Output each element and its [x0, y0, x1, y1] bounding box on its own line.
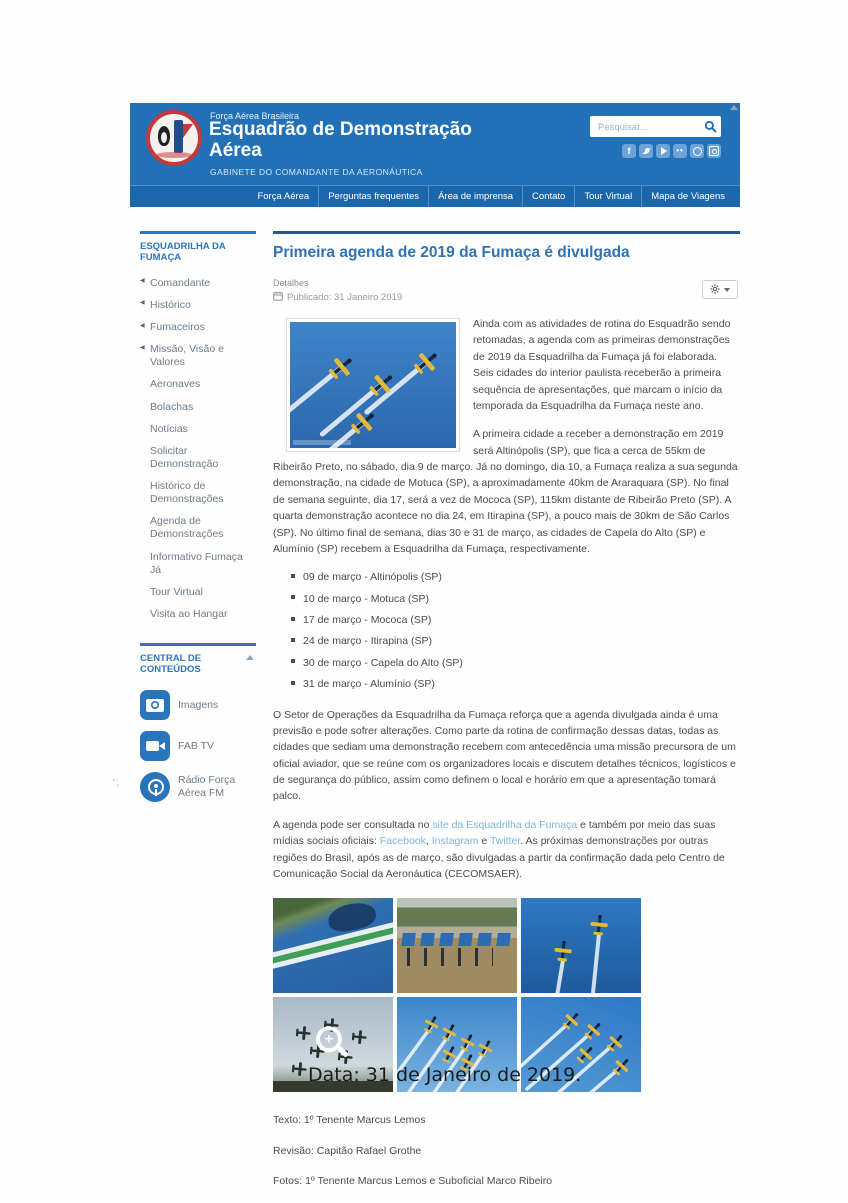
list-item: 17 de março - Mococa (SP) — [291, 612, 740, 628]
search-input[interactable] — [596, 117, 706, 138]
list-item: 09 de março - Altinópolis (SP) — [291, 569, 740, 585]
content-link-imagens[interactable]: Imagens — [140, 690, 256, 720]
nav-item-area-de-imprensa[interactable]: Área de imprensa — [428, 186, 522, 207]
triangle-marker-icon: ◀ — [140, 322, 145, 329]
article-credits — [273, 1112, 740, 1189]
sidebar-item-informativo-fumaca-ja[interactable]: Informativo Fumaça Já — [150, 550, 243, 576]
list-item: 10 de março - Motuca (SP) — [291, 591, 740, 607]
nav-item-mapa-de-viagens[interactable]: Mapa de Viagens — [641, 186, 734, 207]
sidebar-item-historico[interactable]: ◀ Histórico — [140, 298, 191, 311]
nav-item-tour-virtual[interactable]: Tour Virtual — [574, 186, 641, 207]
article-tools-button[interactable] — [702, 280, 738, 299]
triangle-marker-icon: ◀ — [140, 344, 145, 351]
scan-artifact: ʻ, — [111, 776, 120, 790]
gear-icon — [710, 281, 720, 299]
link-twitter[interactable]: Twitter — [489, 835, 521, 848]
gallery-photo-pair[interactable] — [521, 898, 641, 993]
paragraph-1: Ainda com as atividades de rotina do Esquadrão sendo retomadas, a agenda com as primeiras demonstrações de 2019 da Esquadrilha da Fumaça já foi elaborada. Seis cidades do interior paulista receberão a primeira sequência de apresentações, que marcam o início da temporada da Esquadrilha da Fumaça neste ano. — [473, 318, 731, 412]
video-camera-icon — [140, 731, 170, 761]
search-box — [590, 116, 721, 137]
sidebar-item-aeronaves[interactable]: Aeronaves — [150, 378, 201, 391]
content-hub-title: CENTRAL DE CONTEÚDOS — [140, 653, 202, 676]
nav-item-contato[interactable]: Contato — [522, 186, 574, 207]
youtube-icon[interactable] — [656, 144, 670, 158]
article-title[interactable]: Primeira agenda de 2019 da Fumaça é divulgada — [273, 244, 630, 261]
sidebar-menu-panel — [140, 231, 256, 621]
facebook-icon[interactable]: f — [622, 144, 636, 158]
sidebar-item-solicitar-demonstracao[interactable]: Solicitar Demonstração — [150, 444, 219, 470]
sidebar-item-missao-visao-valores[interactable]: ◀ Missão, Visão e Valores — [140, 343, 224, 369]
site-title[interactable]: Esquadrão de Demonstração Aérea — [209, 119, 472, 161]
logo-penguin-figure — [158, 126, 170, 146]
credit-photos: Fotos: 1º Tenente Marcus Lemos e Suboficial Marco Ribeiro — [273, 1175, 553, 1187]
content-link-radio-forca-aerea[interactable]: Rádio Força Aérea FM — [140, 772, 256, 802]
flickr-icon[interactable]: •• — [673, 144, 687, 158]
zoom-icon: + — [316, 1026, 350, 1060]
site-subtitle: GABINETE DO COMANDANTE DA AERONÁUTICA — [210, 167, 423, 177]
list-item: 24 de março - Itirapina (SP) — [291, 633, 740, 649]
calendar-icon — [273, 291, 283, 304]
link-facebook[interactable]: Facebook — [379, 835, 426, 848]
sidebar-item-tour-virtual[interactable]: Tour Virtual — [150, 585, 203, 598]
top-navigation — [130, 185, 740, 207]
published-date: Publicado: 31 Janeiro 2019 — [287, 292, 403, 303]
esquadrilha-da-fumaca-logo[interactable] — [146, 110, 202, 166]
details-label: Detalhes — [273, 278, 309, 288]
site-header — [130, 103, 740, 185]
sidebar-item-noticias[interactable]: Notícias — [150, 422, 188, 435]
social-links — [622, 144, 721, 158]
gallery-photo-closeup[interactable] — [273, 898, 393, 993]
search-icon[interactable] — [704, 120, 717, 138]
list-item: 31 de março - Alumínio (SP) — [291, 676, 740, 692]
sidebar-item-fumaceiros[interactable]: ◀ Fumaceiros — [140, 321, 205, 334]
instagram-icon[interactable] — [707, 144, 721, 158]
radio-antenna-icon — [140, 772, 170, 802]
paragraph-3: O Setor de Operações da Esquadrilha da Fumaça reforça que a agenda divulgada ainda é uma previsão e pode sofrer alterações. Como parte da rotina de confirmação dessas datas, todas as cidades que sediam uma demonstração recebem com antecedência uma missão precursora de um oficial aviador, que se reúne com os organizadores locais e discutem detalhes técnicos, logísticos e de segurança do público, assim como definem o local e horário em que a apresentação tomará palco. — [273, 708, 736, 803]
brand-small-text: Força Aérea Brasileira — [210, 111, 300, 121]
logo-number-one — [174, 120, 183, 153]
paragraph-4: A agenda pode ser consultada no site da Esquadrilha da Fumaça e também por meio das suas mídias sociais oficiais: Facebook, Instagram e Twitter. As próximas demonstrações por outras regiões do Brasil, após as de março, são divulgadas a partir da confirmação dada pelo Centro de Comunicação Social da Aeronáutica (CECOMSAER). — [273, 818, 725, 880]
website-printout — [130, 103, 740, 1203]
content-link-fab-tv[interactable]: FAB TV — [140, 731, 256, 761]
credit-revision: Revisão: Capitão Rafael Grothe — [273, 1144, 422, 1157]
handwritten-date-note: Data: 31 de Janeiro de 2019. — [308, 1064, 582, 1086]
list-item: 30 de março - Capela do Alto (SP) — [291, 655, 740, 671]
paragraph-2: A primeira cidade a receber a demonstração em 2019 será Altinópolis (SP), que fica a cerca de 55km de Ribeirão Preto, no sábado, dia 9 de março. Já no domingo, dia 10, a Fumaça realiza a sua segunda demonstração, na cidade de Motuca (SP), a aproximadamente 40km de Araraquara (SP). No final de semana seguinte, dia 17, será a vez de Mococa (SP), 115km distante de Ribeirão Preto (SP). A quarta demonstração acontece no dia 24, em Itirapina (SP), a pouco mais de 30km de São Carlos (SP). No último final de semana, dias 30 e 31 de março, as cidades de Capela do Alto (SP) e Alumínio (SP) recebem a Esquadrilha da Fumaça, respectivamente. — [273, 428, 738, 555]
logo-red-sail — [183, 124, 193, 138]
credit-text: Texto: 1º Tenente Marcus Lemos — [273, 1114, 426, 1127]
camera-icon — [140, 690, 170, 720]
sidebar-item-agenda-de-demonstracoes[interactable]: Agenda de Demonstrações — [150, 515, 224, 541]
photo-watermark — [293, 440, 351, 445]
content-hub-panel — [140, 643, 256, 802]
article — [273, 231, 740, 1203]
caret-down-icon — [724, 288, 730, 292]
sidebar-item-visita-ao-hangar[interactable]: Visita ao Hangar — [150, 607, 228, 620]
sidebar — [140, 231, 256, 824]
logo-ring-text — [156, 152, 192, 158]
circle-social-icon[interactable] — [690, 144, 704, 158]
sidebar-item-bolachas[interactable]: Bolachas — [150, 400, 194, 413]
article-photo-formation[interactable] — [286, 318, 460, 452]
demo-dates-list — [273, 569, 740, 692]
triangle-marker-icon: ◀ — [140, 300, 145, 307]
gallery-photo-lineup[interactable] — [397, 898, 517, 993]
link-instagram[interactable]: Instagram — [431, 835, 479, 848]
sidebar-item-historico-de-demonstracoes[interactable]: Histórico de Demonstrações — [150, 480, 224, 506]
nav-item-forca-aerea[interactable]: Força Aérea — [257, 191, 310, 202]
sidebar-item-comandante[interactable]: ◀ Comandante — [140, 276, 211, 289]
sidebar-menu-title: ESQUADRILHA DA FUMAÇA — [140, 241, 226, 264]
collapse-chevron-icon[interactable] — [730, 105, 738, 110]
triangle-marker-icon: ◀ — [140, 278, 145, 285]
link-site-esquadrilha[interactable]: site da Esquadrilha da Fumaça — [432, 818, 578, 831]
collapse-chevron-icon[interactable] — [246, 655, 254, 660]
twitter-icon[interactable] — [639, 144, 653, 158]
nav-item-perguntas-frequentes[interactable]: Perguntas frequentes — [318, 186, 428, 207]
